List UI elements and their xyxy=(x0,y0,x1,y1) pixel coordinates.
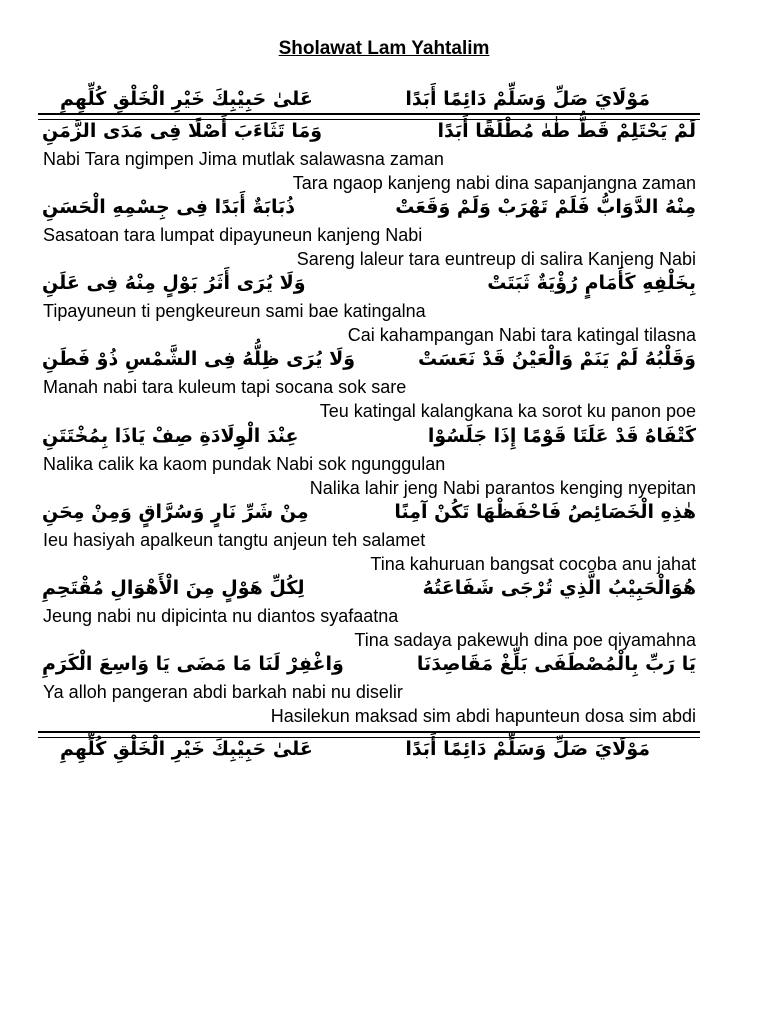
verse-translation-line-2: Cai kahampangan Nabi tara katingal tilasna xyxy=(347,325,696,345)
refrain-arabic-first-closing: مَوْلَايَ صَلِّ وَسَلِّمْ دَائِمًا أَبَدًا xyxy=(405,738,650,760)
verse-translation-line-2: Teu katingal kalangkana ka sorot ku panon poe xyxy=(319,401,696,421)
verse-translation-line-2: Nalika lahir jeng Nabi parantos kenging nyepitan xyxy=(309,478,696,498)
verse-translation-line-2: Sareng laleur tara euntreup di salira Kanjeng Nabi xyxy=(296,249,696,269)
verse-translation-line-1: Ieu hasiyah apalkeun tangtu anjeun teh salamet xyxy=(43,530,426,550)
verse-arabic-first: بِخَلْفِهِ كَأَمَامٍ رُؤْيَةٌ ثَبَتَتْ xyxy=(487,272,696,294)
verse-arabic-first: هٰذِهِ الْخَصَائِصُ فَاحْفَظْهَا تَكُنْ آمِنًا xyxy=(394,501,696,523)
verse-arabic-first: هُوَالْحَبِيْبُ الَّذِي تُرْجَى شَفَاعَتُهُ xyxy=(422,577,696,599)
verse-translation-line-1: Nalika calik ka kaom pundak Nabi sok ngunggulan xyxy=(43,454,446,474)
verse-translation-line-2: Hasilekun maksad sim abdi hapunteun dosa sim abdi xyxy=(270,706,696,726)
verse-translation-line-1: Sasatoan tara lumpat dipayuneun kanjeng Nabi xyxy=(43,225,423,245)
verse-translation-line-2: Tina kahuruan bangsat cocoba anu jahat xyxy=(370,554,696,574)
refrain-arabic-second: عَلىٰ حَبِيْبِكَ خَيْرِ الْخَلْقِ كُلِّهِمِ xyxy=(60,88,313,110)
verse-translation-line-1: Jeung nabi nu dipicinta nu diantos syafaatna xyxy=(43,606,399,626)
verse-arabic-second: مِنْ شَرِّ نَارٍ وَسُرَّاقٍ وَمِنْ مِحَنِ xyxy=(42,501,309,523)
verse-arabic-first: مِنْهُ الدَّوَابُّ فَلَمْ تَهْرَبْ وَلَمْ وَقَعَتْ xyxy=(395,196,696,218)
divider-top-thick xyxy=(38,113,700,115)
verse-translation-line-2: Tina sadaya pakewuh dina poe qiyamahna xyxy=(354,630,696,650)
verse-translation-line-2: Tara ngaop kanjeng nabi dina sapanjangna zaman xyxy=(292,173,696,193)
verse-arabic-second: عِنْدَ الْوِلَادَةِ صِفْ يَاذَا بِمُخْتَتَنِ xyxy=(42,425,299,447)
verse-translation-line-1: Manah nabi tara kuleum tapi socana sok sare xyxy=(43,377,407,397)
verse-translation-line-1: Tipayuneun ti pengkeureun sami bae katingalna xyxy=(43,301,426,321)
divider-bottom-thick xyxy=(38,731,700,733)
verse-translation-line-1: Nabi Tara ngimpen Jima mutlak salawasna zaman xyxy=(43,149,444,169)
verse-arabic-second: وَاغْفِرْ لَنَا مَا مَضَى يَا وَاسِعَ الْكَرَمِ xyxy=(42,653,344,675)
page-title: Sholawat Lam Yahtalim xyxy=(278,38,490,59)
verse-arabic-first: يَا رَبِّ بِالْمُصْطَفَى بَلِّغْ مَقَاصِدَنَا xyxy=(416,653,696,675)
verse-arabic-second: وَمَا تَثَاءَبَ أَصْلًا فِى مَدَى الزَّمَنِ xyxy=(42,120,323,142)
verse-arabic-first: لَمْ يَحْتَلِمْ قَطُّ طٰهٰ مُطْلَقًا أَبَدًا xyxy=(437,120,696,142)
verse-translation-line-1: Ya alloh pangeran abdi barkah nabi nu diselir xyxy=(43,682,403,702)
verse-arabic-first: كَتْفَاهُ قَدْ عَلَتَا قَوْمًا إِذَا جَلَسُوْا xyxy=(427,425,696,447)
verse-arabic-second: ذُبَابَةٌ أَبَدًا فِى جِسْمِهِ الْحَسَنِ xyxy=(42,196,295,218)
refrain-arabic-second-closing: عَلىٰ حَبِيْبِكَ خَيْرِ الْخَلْقِ كُلِّهِمِ xyxy=(60,738,313,760)
verse-arabic-second: وَلَا يُرَى ظِلُّهُ فِى الشَّمْسِ ذُوْ فَطَنِ xyxy=(42,348,356,370)
verse-arabic-first: وَقَلْبُهُ لَمْ يَنَمْ وَالْعَيْنُ قَدْ نَعَسَتْ xyxy=(418,348,696,370)
verse-arabic-second: وَلَا يُرَى أَثَرُ بَوْلٍ مِنْهُ فِى عَلَنِ xyxy=(42,272,306,294)
refrain-arabic-first: مَوْلَايَ صَلِّ وَسَلِّمْ دَائِمًا أَبَدًا xyxy=(405,88,650,110)
verse-arabic-second: لِكُلِّ هَوْلٍ مِنَ الْأَهْوَالِ مُقْتَحِمِ xyxy=(42,577,305,599)
